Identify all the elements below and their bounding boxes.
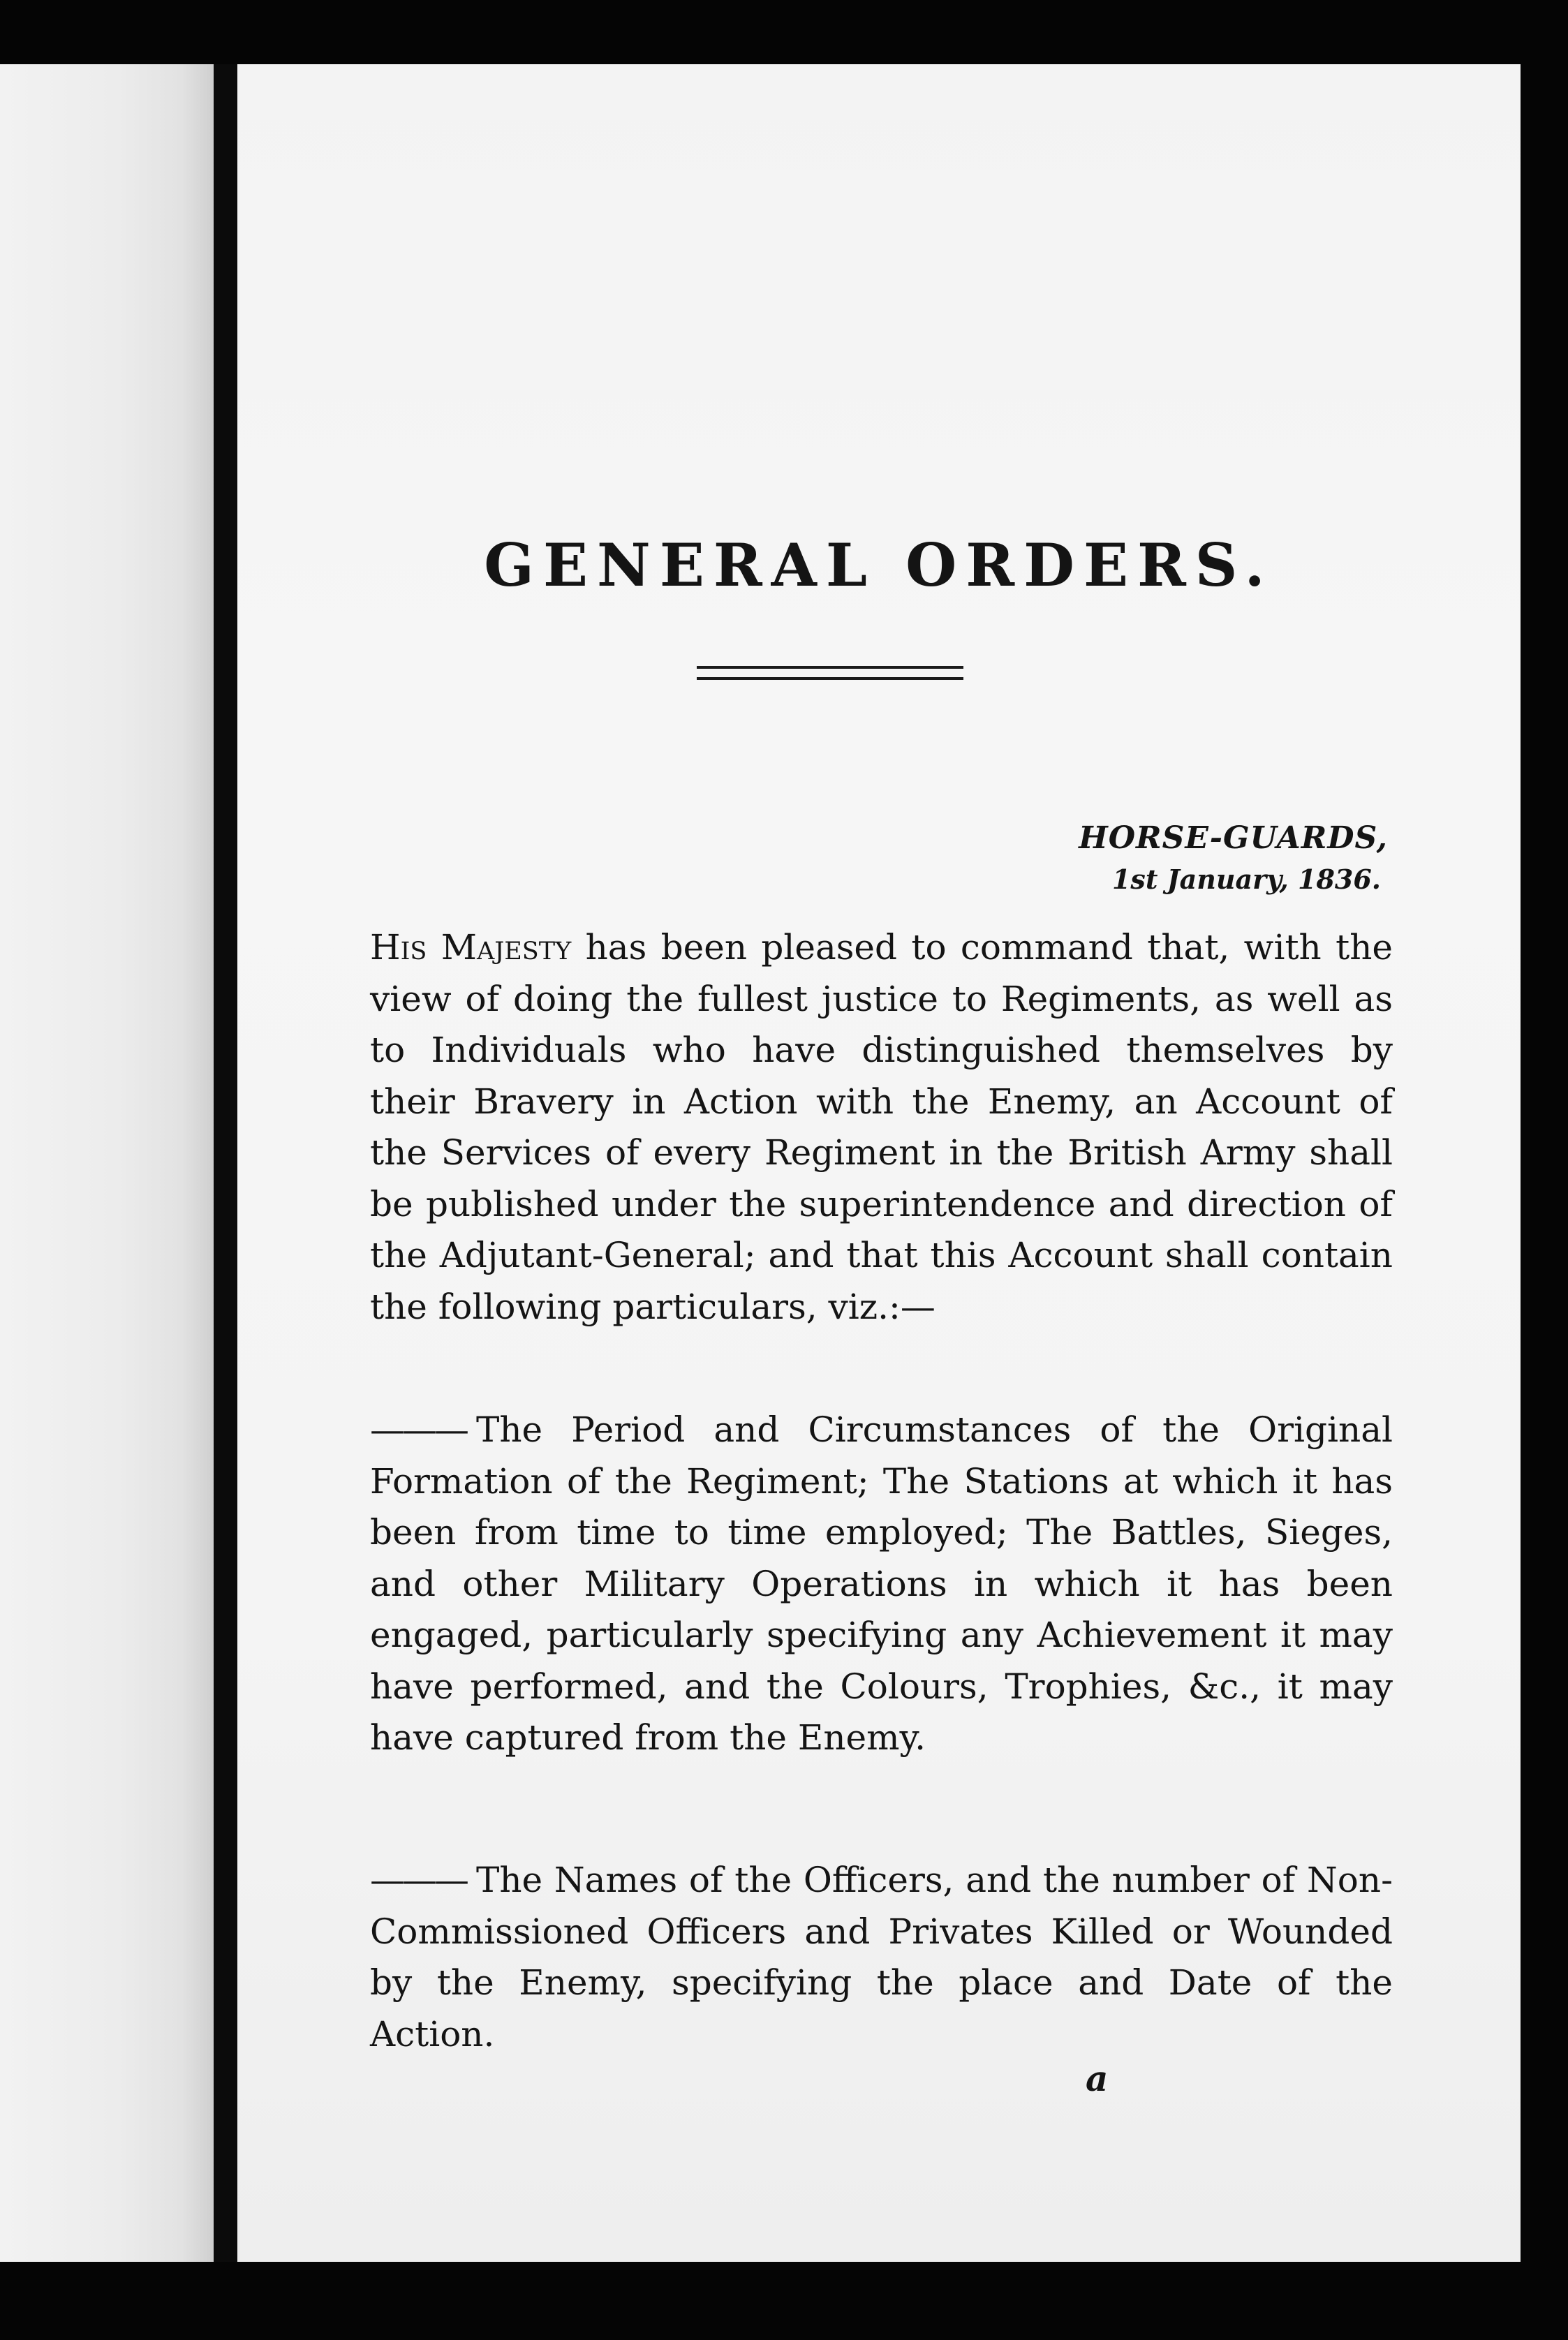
document-page: [237, 64, 1521, 2262]
title-double-rule: [697, 666, 963, 680]
paragraph-text: The Period and Circumstances of the Original Formation of the Regiment; The Stations at which it has been from time to time employed; The Battles, Sieges, and other Military Operations in which it has been engaged, particularly specifying any Achievement it may have performed, and the Colours, Trophies, &c., it may have captured from the Enemy.: [370, 1409, 1393, 1758]
paragraph-text: The Names of the Officers, and the number of Non-Commissioned Officers and Privates Killed or Wounded by the Enemy, specifying the place and Date of the Action.: [370, 1860, 1393, 2054]
paragraph-particulars-casualties: [370, 1855, 1393, 2060]
paragraph-lead: His Majesty: [370, 927, 572, 968]
em-dash-rule: ———: [370, 1409, 466, 1450]
dateline-date: 1st January, 1836.: [1111, 864, 1381, 895]
paragraph-text: has been pleased to command that, with the view of doing the fullest justice to Regiments, as well as to Individuals who have distinguished themselves by their Bravery in Action with the Enemy, an Account of the Services of every Regiment in the British Army shall be published under the superintendence and direction of the Adjutant-General; and that this Account shall contain the following particulars, viz.:—: [370, 927, 1393, 1327]
signature-mark: a: [1086, 2058, 1109, 2099]
paragraph-command: [370, 922, 1393, 1333]
dateline-place: HORSE-GUARDS,: [1079, 820, 1388, 856]
page-title: GENERAL ORDERS.: [484, 531, 1274, 600]
paragraph-particulars-formation: [370, 1405, 1393, 1764]
book-gutter: [214, 64, 237, 2262]
facing-page-edge: [0, 64, 214, 2262]
em-dash-rule: ———: [370, 1860, 466, 1900]
dateline: [1079, 818, 1388, 901]
